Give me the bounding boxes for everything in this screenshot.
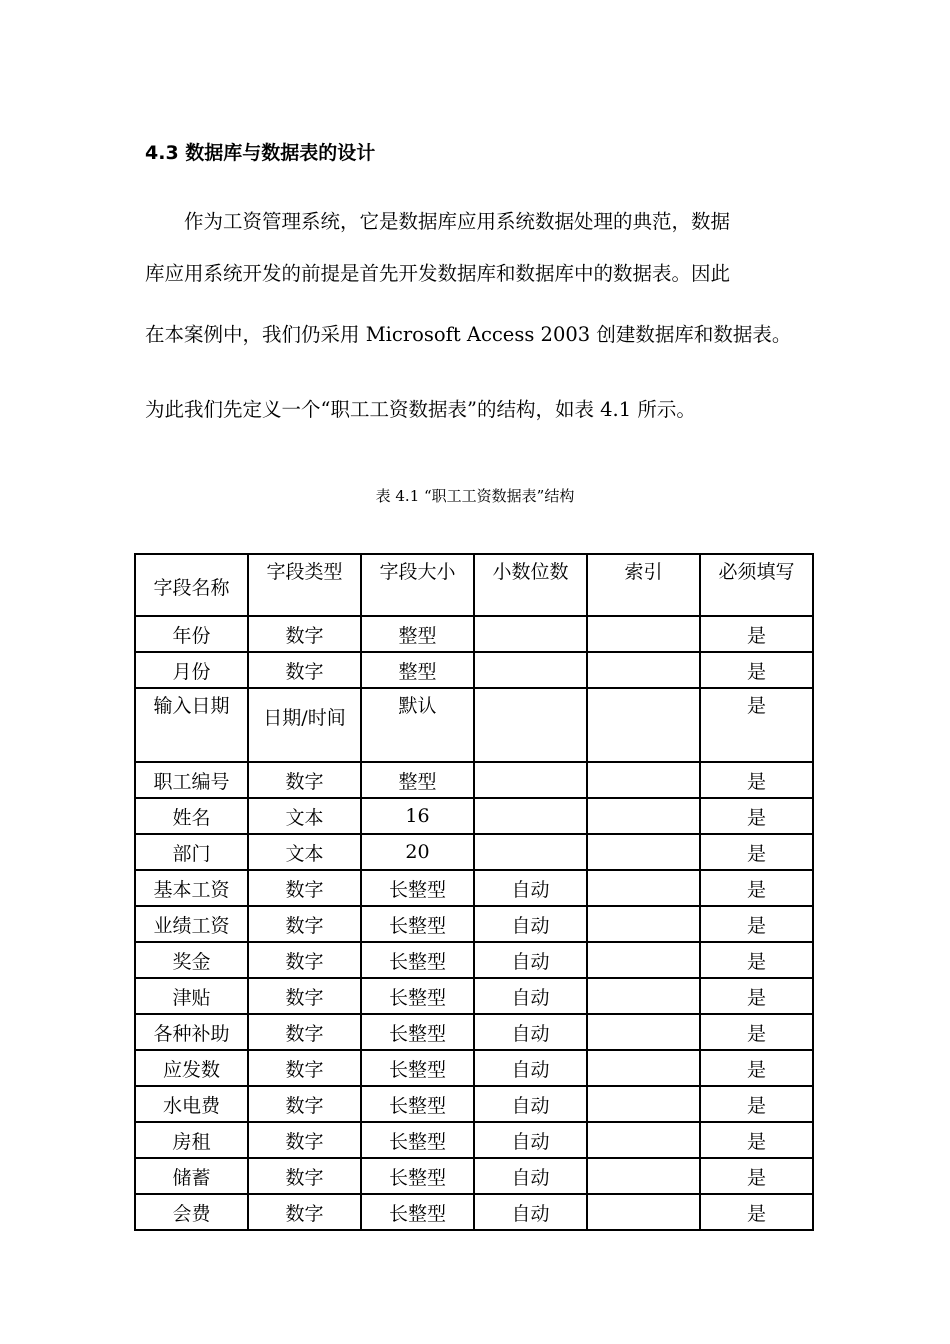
table-cell bbox=[587, 1122, 700, 1158]
table-cell: 自动 bbox=[474, 1014, 587, 1050]
table-row bbox=[135, 688, 813, 762]
paragraph-line-2: 库应用系统开发的前提是首先开发数据库和数据库中的数据表。因此 bbox=[145, 262, 731, 285]
table-row bbox=[135, 1122, 813, 1158]
table-cell bbox=[587, 978, 700, 1014]
table-cell: 文本 bbox=[248, 834, 361, 870]
table-cell bbox=[587, 652, 700, 688]
table-cell bbox=[474, 798, 587, 834]
table-cell: 数字 bbox=[248, 870, 361, 906]
table-cell: 20 bbox=[361, 834, 474, 870]
table-cell: 数字 bbox=[248, 1194, 361, 1230]
table-cell: 整型 bbox=[361, 652, 474, 688]
table-cell bbox=[587, 616, 700, 652]
table-cell: 数字 bbox=[248, 1086, 361, 1122]
table-row bbox=[135, 1086, 813, 1122]
table-cell: 是 bbox=[700, 942, 813, 978]
table-cell: 自动 bbox=[474, 1194, 587, 1230]
table-cell: 数字 bbox=[248, 1122, 361, 1158]
table-cell bbox=[587, 906, 700, 942]
paragraph-line-1: 作为工资管理系统，它是数据库应用系统数据处理的典范，数据 bbox=[145, 210, 731, 233]
table-cell: 长整型 bbox=[361, 1194, 474, 1230]
table-cell: 数字 bbox=[248, 906, 361, 942]
paragraph-line-3: 在本案例中，我们仍采用 Microsoft Access 2003 创建数据库和数据表。 bbox=[145, 323, 792, 346]
table-cell: 数字 bbox=[248, 1050, 361, 1086]
table-cell bbox=[587, 942, 700, 978]
table-cell: 数字 bbox=[248, 616, 361, 652]
table-cell: 水电费 bbox=[135, 1086, 248, 1122]
table-cell: 长整型 bbox=[361, 1050, 474, 1086]
table-header-row bbox=[135, 554, 813, 616]
table-cell bbox=[474, 688, 587, 762]
table-cell: 自动 bbox=[474, 978, 587, 1014]
table-row bbox=[135, 616, 813, 652]
table-cell: 自动 bbox=[474, 870, 587, 906]
table-cell: 数字 bbox=[248, 1158, 361, 1194]
table-cell: 是 bbox=[700, 762, 813, 798]
table-cell bbox=[587, 762, 700, 798]
table-cell bbox=[587, 1086, 700, 1122]
table-cell: 是 bbox=[700, 1050, 813, 1086]
table-cell: 自动 bbox=[474, 906, 587, 942]
table-cell: 奖金 bbox=[135, 942, 248, 978]
header-cell: 必须填写 bbox=[700, 554, 813, 616]
table-cell: 自动 bbox=[474, 942, 587, 978]
table-cell: 是 bbox=[700, 1014, 813, 1050]
table-cell: 津贴 bbox=[135, 978, 248, 1014]
table-cell: 是 bbox=[700, 652, 813, 688]
table-cell: 是 bbox=[700, 834, 813, 870]
table-cell bbox=[587, 1158, 700, 1194]
header-cell: 字段大小 bbox=[361, 554, 474, 616]
table-cell: 长整型 bbox=[361, 1122, 474, 1158]
table-row bbox=[135, 652, 813, 688]
table-cell: 长整型 bbox=[361, 870, 474, 906]
table-row bbox=[135, 906, 813, 942]
table-row bbox=[135, 1158, 813, 1194]
table-row bbox=[135, 978, 813, 1014]
table-cell bbox=[474, 762, 587, 798]
table-cell bbox=[474, 616, 587, 652]
table-cell: 职工编号 bbox=[135, 762, 248, 798]
paragraph-line-4: 为此我们先定义一个“职工工资数据表”的结构，如表 4.1 所示。 bbox=[145, 398, 696, 421]
table-cell: 数字 bbox=[248, 762, 361, 798]
table-cell: 数字 bbox=[248, 942, 361, 978]
table-cell: 是 bbox=[700, 1086, 813, 1122]
header-cell: 字段类型 bbox=[248, 554, 361, 616]
table-cell: 姓名 bbox=[135, 798, 248, 834]
table-cell: 是 bbox=[700, 870, 813, 906]
table-cell: 数字 bbox=[248, 1014, 361, 1050]
table-cell: 部门 bbox=[135, 834, 248, 870]
table-cell: 输入日期 bbox=[135, 688, 248, 762]
table-cell bbox=[587, 1194, 700, 1230]
table-cell: 自动 bbox=[474, 1122, 587, 1158]
section-heading: 4.3 数据库与数据表的设计 bbox=[145, 142, 376, 164]
table-cell: 整型 bbox=[361, 762, 474, 798]
table-row bbox=[135, 870, 813, 906]
table-cell: 长整型 bbox=[361, 906, 474, 942]
table-cell: 是 bbox=[700, 906, 813, 942]
table-row bbox=[135, 834, 813, 870]
table-cell bbox=[474, 834, 587, 870]
table-cell: 是 bbox=[700, 1122, 813, 1158]
table-cell: 各种补助 bbox=[135, 1014, 248, 1050]
header-cell: 字段名称 bbox=[135, 554, 248, 616]
table-cell: 月份 bbox=[135, 652, 248, 688]
table-cell: 数字 bbox=[248, 652, 361, 688]
table-caption: 表 4.1 “职工工资数据表”结构 bbox=[375, 487, 575, 505]
table-cell bbox=[587, 1014, 700, 1050]
table-cell bbox=[587, 688, 700, 762]
table-cell: 房租 bbox=[135, 1122, 248, 1158]
table-cell: 储蓄 bbox=[135, 1158, 248, 1194]
table-cell: 年份 bbox=[135, 616, 248, 652]
table-cell: 长整型 bbox=[361, 942, 474, 978]
table-cell: 应发数 bbox=[135, 1050, 248, 1086]
table-cell: 长整型 bbox=[361, 1158, 474, 1194]
table-row bbox=[135, 1014, 813, 1050]
table-cell bbox=[587, 834, 700, 870]
table-cell bbox=[474, 652, 587, 688]
table-cell: 数字 bbox=[248, 978, 361, 1014]
table-cell: 是 bbox=[700, 616, 813, 652]
table-cell: 自动 bbox=[474, 1158, 587, 1194]
table-cell: 默认 bbox=[361, 688, 474, 762]
table-row bbox=[135, 1194, 813, 1230]
table-row bbox=[135, 1050, 813, 1086]
table-cell: 16 bbox=[361, 798, 474, 834]
table-cell: 长整型 bbox=[361, 1086, 474, 1122]
table-row bbox=[135, 942, 813, 978]
field-structure-table bbox=[134, 553, 814, 1231]
table-cell: 整型 bbox=[361, 616, 474, 652]
table-cell: 基本工资 bbox=[135, 870, 248, 906]
table-cell: 长整型 bbox=[361, 978, 474, 1014]
table-row bbox=[135, 762, 813, 798]
table-cell bbox=[587, 798, 700, 834]
table-cell: 业绩工资 bbox=[135, 906, 248, 942]
table-cell: 是 bbox=[700, 688, 813, 762]
table-cell bbox=[587, 1050, 700, 1086]
table-cell: 长整型 bbox=[361, 1014, 474, 1050]
table-cell: 日期/时间 bbox=[248, 688, 361, 762]
table-cell: 是 bbox=[700, 798, 813, 834]
table-cell bbox=[587, 870, 700, 906]
table-cell: 是 bbox=[700, 978, 813, 1014]
header-cell: 索引 bbox=[587, 554, 700, 616]
table-cell: 自动 bbox=[474, 1086, 587, 1122]
table-cell: 文本 bbox=[248, 798, 361, 834]
table-cell: 会费 bbox=[135, 1194, 248, 1230]
table-cell: 是 bbox=[700, 1158, 813, 1194]
table-cell: 是 bbox=[700, 1194, 813, 1230]
header-cell: 小数位数 bbox=[474, 554, 587, 616]
table-cell: 自动 bbox=[474, 1050, 587, 1086]
table-row bbox=[135, 798, 813, 834]
